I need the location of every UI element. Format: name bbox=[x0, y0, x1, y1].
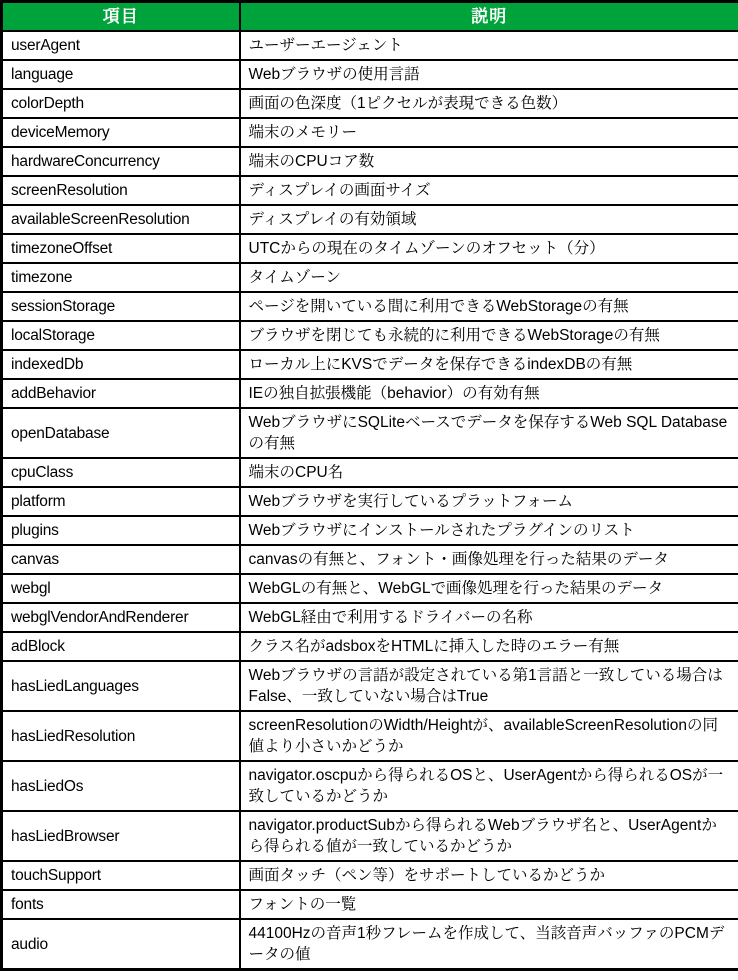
description-cell: ディスプレイの有効領域 bbox=[240, 205, 738, 234]
table-row bbox=[2, 811, 738, 861]
description-cell: フォントの一覧 bbox=[240, 890, 738, 919]
column-header-item: 項目 bbox=[2, 2, 240, 32]
item-cell: timezone bbox=[2, 263, 240, 292]
description-cell: Webブラウザを実行しているプラットフォーム bbox=[240, 487, 738, 516]
item-cell: deviceMemory bbox=[2, 118, 240, 147]
item-cell: adBlock bbox=[2, 632, 240, 661]
table-row bbox=[2, 205, 738, 234]
item-cell: touchSupport bbox=[2, 861, 240, 890]
table-header bbox=[2, 2, 738, 32]
description-cell: 端末のCPUコア数 bbox=[240, 147, 738, 176]
column-header-description: 説明 bbox=[240, 2, 738, 32]
table-row bbox=[2, 711, 738, 761]
item-cell: localStorage bbox=[2, 321, 240, 350]
table-row bbox=[2, 176, 738, 205]
description-cell: WebGLの有無と、WebGLで画像処理を行った結果のデータ bbox=[240, 574, 738, 603]
item-cell: hasLiedBrowser bbox=[2, 811, 240, 861]
table-row bbox=[2, 890, 738, 919]
description-cell: screenResolutionのWidth/Heightが、availableScreenResolutionの同値より小さいかどうか bbox=[240, 711, 738, 761]
table-row bbox=[2, 292, 738, 321]
description-cell: WebブラウザにSQLiteベースでデータを保存するWeb SQL Databaseの有無 bbox=[240, 408, 738, 458]
table-row bbox=[2, 458, 738, 487]
table-row bbox=[2, 861, 738, 890]
item-cell: addBehavior bbox=[2, 379, 240, 408]
description-cell: IEの独自拡張機能（behavior）の有効有無 bbox=[240, 379, 738, 408]
table-row bbox=[2, 89, 738, 118]
item-cell: sessionStorage bbox=[2, 292, 240, 321]
description-cell: canvasの有無と、フォント・画像処理を行った結果のデータ bbox=[240, 545, 738, 574]
table-row bbox=[2, 118, 738, 147]
description-cell: ユーザーエージェント bbox=[240, 31, 738, 60]
description-cell: Webブラウザの使用言語 bbox=[240, 60, 738, 89]
header-row bbox=[2, 2, 738, 32]
item-cell: fonts bbox=[2, 890, 240, 919]
table-row bbox=[2, 603, 738, 632]
table-row bbox=[2, 761, 738, 811]
table-row bbox=[2, 487, 738, 516]
table-body bbox=[2, 31, 738, 970]
table-row bbox=[2, 31, 738, 60]
description-cell: ブラウザを閉じても永続的に利用できるWebStorageの有無 bbox=[240, 321, 738, 350]
description-cell: クラス名がadsboxをHTMLに挿入した時のエラー有無 bbox=[240, 632, 738, 661]
item-cell: screenResolution bbox=[2, 176, 240, 205]
item-cell: hasLiedLanguages bbox=[2, 661, 240, 711]
table-row bbox=[2, 632, 738, 661]
item-cell: hasLiedOs bbox=[2, 761, 240, 811]
description-cell: 画面タッチ（ペン等）をサポートしているかどうか bbox=[240, 861, 738, 890]
description-cell: 画面の色深度（1ピクセルが表現できる色数） bbox=[240, 89, 738, 118]
item-cell: openDatabase bbox=[2, 408, 240, 458]
description-cell: 端末のCPU名 bbox=[240, 458, 738, 487]
description-cell: タイムゾーン bbox=[240, 263, 738, 292]
item-cell: webglVendorAndRenderer bbox=[2, 603, 240, 632]
table-row bbox=[2, 379, 738, 408]
table-row bbox=[2, 516, 738, 545]
table-row bbox=[2, 545, 738, 574]
description-cell: ローカル上にKVSでデータを保存できるindexDBの有無 bbox=[240, 350, 738, 379]
item-cell: indexedDb bbox=[2, 350, 240, 379]
description-cell: Webブラウザにインストールされたプラグインのリスト bbox=[240, 516, 738, 545]
item-cell: canvas bbox=[2, 545, 240, 574]
table-row bbox=[2, 350, 738, 379]
description-cell: Webブラウザの言語が設定されている第1言語と一致している場合はFalse、一致していない場合はTrue bbox=[240, 661, 738, 711]
table-row bbox=[2, 234, 738, 263]
item-cell: cpuClass bbox=[2, 458, 240, 487]
table-row bbox=[2, 321, 738, 350]
item-cell: timezoneOffset bbox=[2, 234, 240, 263]
description-cell: 44100Hzの音声1秒フレームを作成して、当該音声バッファのPCMデータの値 bbox=[240, 919, 738, 970]
item-cell: colorDepth bbox=[2, 89, 240, 118]
description-cell: navigator.oscpuから得られるOSと、UserAgentから得られるOSが一致しているかどうか bbox=[240, 761, 738, 811]
table-row bbox=[2, 661, 738, 711]
description-cell: WebGL経由で利用するドライバーの名称 bbox=[240, 603, 738, 632]
table-row bbox=[2, 574, 738, 603]
description-cell: ページを開いている間に利用できるWebStorageの有無 bbox=[240, 292, 738, 321]
item-cell: language bbox=[2, 60, 240, 89]
table-row bbox=[2, 919, 738, 970]
description-cell: ディスプレイの画面サイズ bbox=[240, 176, 738, 205]
item-cell: audio bbox=[2, 919, 240, 970]
item-cell: hasLiedResolution bbox=[2, 711, 240, 761]
item-cell: hardwareConcurrency bbox=[2, 147, 240, 176]
table-row bbox=[2, 408, 738, 458]
description-cell: UTCからの現在のタイムゾーンのオフセット（分） bbox=[240, 234, 738, 263]
description-cell: 端末のメモリー bbox=[240, 118, 738, 147]
table-row bbox=[2, 263, 738, 292]
description-cell: navigator.productSubから得られるWebブラウザ名と、UserAgentから得られる値が一致しているかどうか bbox=[240, 811, 738, 861]
table-row bbox=[2, 60, 738, 89]
item-cell: availableScreenResolution bbox=[2, 205, 240, 234]
item-cell: plugins bbox=[2, 516, 240, 545]
item-cell: platform bbox=[2, 487, 240, 516]
item-cell: userAgent bbox=[2, 31, 240, 60]
table-row bbox=[2, 147, 738, 176]
item-cell: webgl bbox=[2, 574, 240, 603]
